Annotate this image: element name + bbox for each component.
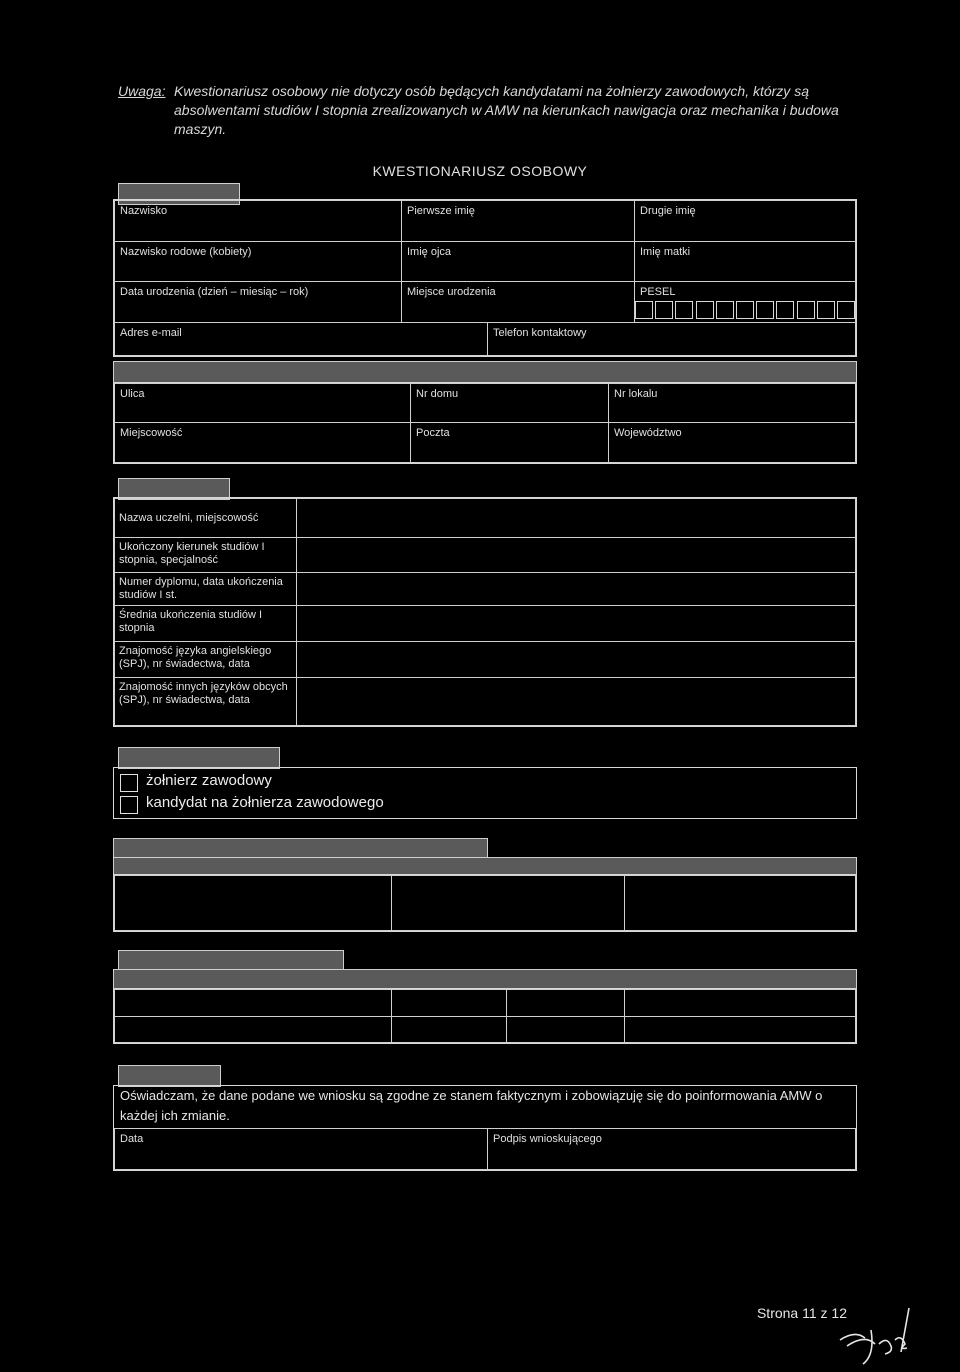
personal-section bbox=[113, 199, 857, 357]
table-5-header bbox=[113, 857, 857, 875]
status-label-candidate: kandydat na żołnierza zawodowego bbox=[146, 794, 384, 811]
pesel-digit-box[interactable] bbox=[696, 301, 714, 319]
pesel-digit-box[interactable] bbox=[716, 301, 734, 319]
table-6-cell[interactable] bbox=[391, 989, 507, 1017]
post-label: Poczta bbox=[416, 427, 450, 439]
edu-row-label: Znajomość innych języków obcych (SPJ), nr świadectwa, data bbox=[114, 677, 297, 726]
date-label: Data bbox=[120, 1133, 144, 1145]
flat-no-label: Nr lokalu bbox=[614, 388, 658, 400]
second-name-field[interactable] bbox=[634, 200, 856, 242]
note-text: Kwestionariusz osobowy nie dotyczy osób będących kandydatami na żołnierzy zawodowych, którzy są absolwentami studiów I stopnia zrealizowanych w AMW na kierunkach nawigacja oraz mechanika i budowa maszyn. bbox=[174, 83, 839, 137]
birth-place-label: Miejsce urodzenia bbox=[407, 286, 496, 298]
surname-field[interactable] bbox=[114, 200, 402, 242]
mother-name-field[interactable] bbox=[634, 241, 856, 282]
edu-row-label: Numer dyplomu, data ukończenia studiów I st. bbox=[114, 572, 297, 606]
surname-label: Nazwisko bbox=[120, 205, 168, 217]
pesel-digit-box[interactable] bbox=[675, 301, 693, 319]
form-title: KWESTIONARIUSZ OSOBOWY bbox=[372, 163, 588, 179]
signature-label: Podpis wnioskującego bbox=[493, 1133, 602, 1145]
edu-input[interactable] bbox=[296, 605, 856, 642]
email-label: Adres e-mail bbox=[120, 327, 182, 339]
father-name-label: Imię ojca bbox=[407, 246, 452, 258]
section-header-declaration bbox=[118, 1065, 221, 1087]
pesel-digit-box[interactable] bbox=[837, 301, 855, 319]
first-name-field[interactable] bbox=[401, 200, 635, 242]
edu-input[interactable] bbox=[296, 641, 856, 678]
page-number: Strona 11 z 12 bbox=[756, 1305, 847, 1321]
phone-label: Telefon kontaktowy bbox=[493, 327, 587, 339]
section-header-address bbox=[113, 361, 857, 383]
table-5-cell[interactable] bbox=[114, 875, 392, 931]
signature-field[interactable] bbox=[487, 1128, 856, 1170]
first-name-label: Pierwsze imię bbox=[407, 205, 475, 217]
pesel-digit-box[interactable] bbox=[635, 301, 653, 319]
mother-name-label: Imię matki bbox=[640, 246, 691, 258]
maiden-name-label: Nazwisko rodowe (kobiety) bbox=[120, 246, 252, 258]
second-name-label: Drugie imię bbox=[640, 205, 696, 217]
table-6-cell[interactable] bbox=[114, 1016, 392, 1043]
pesel-digit-box[interactable] bbox=[756, 301, 774, 319]
city-label: Miejscowość bbox=[120, 427, 183, 439]
city-field[interactable] bbox=[114, 422, 411, 463]
edu-row-label: Ukończony kierunek studiów I stopnia, specjalność bbox=[114, 537, 297, 573]
edu-input[interactable] bbox=[296, 498, 856, 538]
post-field[interactable] bbox=[410, 422, 609, 463]
edu-row-label: Znajomość języka angielskiego (SPJ), nr świadectwa, data bbox=[114, 641, 297, 678]
education-section bbox=[113, 497, 857, 727]
table-6-cell[interactable] bbox=[506, 1016, 625, 1043]
table-6 bbox=[113, 988, 857, 1044]
table-5 bbox=[113, 874, 857, 932]
pesel-digit-box[interactable] bbox=[817, 301, 835, 319]
declaration-text: Oświadczam, że dane podane we wniosku są zgodne ze stanem faktycznym i zobowiązuję się do poinformowania AMW o każdej ich zmianie. bbox=[120, 1088, 823, 1123]
handwritten-initials-icon bbox=[835, 1300, 925, 1368]
province-field[interactable] bbox=[608, 422, 856, 463]
edu-input[interactable] bbox=[296, 537, 856, 573]
table-6-cell[interactable] bbox=[506, 989, 625, 1017]
edu-row-label: Średnia ukończenia studiów I stopnia bbox=[114, 605, 297, 642]
street-field[interactable] bbox=[114, 383, 411, 423]
note bbox=[118, 82, 853, 139]
edu-input[interactable] bbox=[296, 677, 856, 726]
flat-no-field[interactable] bbox=[608, 383, 856, 423]
house-no-label: Nr domu bbox=[416, 388, 459, 400]
table-6-cell[interactable] bbox=[624, 1016, 856, 1043]
table-6-cell[interactable] bbox=[114, 989, 392, 1017]
birth-date-label: Data urodzenia (dzień – miesiąc – rok) bbox=[120, 286, 309, 298]
email-field[interactable] bbox=[114, 322, 488, 356]
edu-input[interactable] bbox=[296, 572, 856, 606]
address-section bbox=[113, 382, 857, 464]
house-no-field[interactable] bbox=[410, 383, 609, 423]
table-5-cell[interactable] bbox=[624, 875, 856, 931]
province-label: Województwo bbox=[614, 427, 682, 439]
birth-date-field[interactable] bbox=[114, 281, 402, 323]
pesel-digit-box[interactable] bbox=[776, 301, 794, 319]
table-6-cell[interactable] bbox=[391, 1016, 507, 1043]
pesel-digit-box[interactable] bbox=[797, 301, 815, 319]
note-label: Uwaga: bbox=[118, 83, 166, 99]
status-checkbox-candidate[interactable] bbox=[120, 796, 138, 814]
phone-field[interactable] bbox=[487, 322, 856, 356]
date-field[interactable] bbox=[114, 1128, 488, 1170]
maiden-name-field[interactable] bbox=[114, 241, 402, 282]
street-label: Ulica bbox=[120, 388, 145, 400]
father-name-field[interactable] bbox=[401, 241, 635, 282]
status-section bbox=[113, 767, 857, 819]
declaration-section bbox=[113, 1085, 857, 1171]
edu-row-label: Nazwa uczelni, miejscowość bbox=[114, 498, 297, 538]
pesel-digit-box[interactable] bbox=[736, 301, 754, 319]
table-6-header bbox=[113, 969, 857, 989]
pesel-label: PESEL bbox=[640, 286, 676, 298]
status-label-soldier: żołnierz zawodowy bbox=[146, 772, 272, 789]
birth-place-field[interactable] bbox=[401, 281, 635, 323]
table-5-cell[interactable] bbox=[391, 875, 625, 931]
section-header-status bbox=[118, 747, 280, 769]
status-checkbox-soldier[interactable] bbox=[120, 774, 138, 792]
pesel-digit-box[interactable] bbox=[655, 301, 673, 319]
table-6-cell[interactable] bbox=[624, 989, 856, 1017]
